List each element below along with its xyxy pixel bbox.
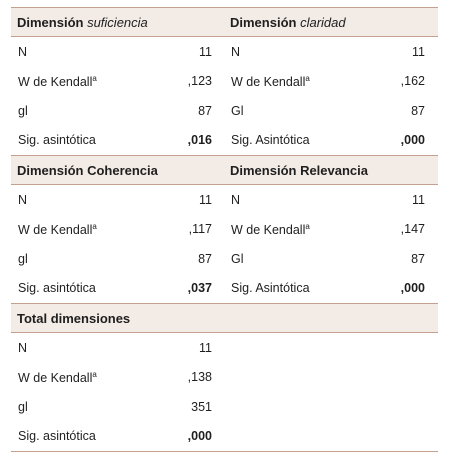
row-value: 87 — [198, 103, 212, 118]
table-row — [11, 67, 224, 97]
table-row — [11, 37, 224, 67]
row-value: 11 — [199, 44, 212, 59]
table-row — [11, 363, 224, 393]
row-label: W de Kendall$^a$ — [18, 73, 97, 89]
row-label: N — [18, 192, 28, 207]
header-claridad: Dimensión claridad — [230, 15, 346, 30]
header-relevancia: Dimensión Relevancia — [230, 163, 368, 178]
row-value: 11 — [199, 192, 212, 207]
column-claridad — [224, 37, 437, 155]
row-value: 11 — [412, 44, 425, 59]
table-row — [11, 422, 224, 452]
row-label: W de Kendall$^a$ — [18, 221, 97, 237]
table-row — [224, 215, 437, 245]
column-suficiencia — [11, 37, 224, 155]
row-value: 351 — [191, 399, 212, 414]
column-relevancia — [224, 185, 437, 303]
significance-value: ,000 — [400, 281, 425, 296]
table-row — [11, 126, 224, 156]
table-row — [11, 274, 224, 304]
table-row — [224, 274, 437, 304]
table-row — [224, 185, 437, 215]
column-coherencia — [11, 185, 224, 303]
table-row — [11, 333, 224, 363]
row-label: N — [18, 44, 28, 59]
row-value: ,117 — [188, 222, 212, 237]
table-row — [224, 67, 437, 97]
section-header — [11, 7, 438, 37]
row-label: N — [18, 340, 28, 355]
row-value: 11 — [199, 340, 212, 355]
header-total-dimensiones: Total dimensiones — [17, 311, 131, 326]
table-row — [11, 244, 224, 274]
row-value: 87 — [411, 251, 425, 266]
row-label: gl — [18, 399, 28, 414]
table-row — [224, 37, 437, 67]
row-value: 87 — [198, 251, 212, 266]
column-total — [11, 333, 224, 451]
significance-value: ,016 — [187, 133, 212, 148]
section-header — [11, 155, 438, 185]
row-label: N — [231, 44, 241, 59]
row-value: 87 — [411, 103, 425, 118]
section-header — [11, 303, 438, 333]
row-value: ,162 — [400, 74, 425, 89]
header-coherencia: Dimensión Coherencia — [17, 163, 158, 178]
row-label: gl — [18, 251, 28, 266]
significance-value: ,037 — [187, 281, 212, 296]
row-label: Sig. asintótica — [18, 281, 96, 296]
row-value: ,123 — [187, 74, 212, 89]
section-suficiencia-claridad — [11, 7, 438, 155]
row-label: Gl — [231, 103, 244, 118]
row-value: 11 — [412, 192, 425, 207]
row-label: W de Kendall$^a$ — [231, 73, 310, 89]
row-label: W de Kendall$^a$ — [18, 369, 97, 385]
row-label: Sig. Asintótica — [231, 133, 310, 148]
row-label: Sig. asintótica — [18, 133, 96, 148]
row-label: Sig. Asintótica — [231, 281, 310, 296]
section-total — [11, 303, 438, 452]
row-label: W de Kendall$^a$ — [231, 221, 310, 237]
significance-value: ,000 — [187, 429, 212, 444]
header-suficiencia: Dimensión suficiencia — [17, 15, 148, 30]
row-label: Gl — [231, 251, 244, 266]
significance-value: ,000 — [400, 133, 425, 148]
row-value: ,138 — [187, 370, 212, 385]
table-row — [11, 96, 224, 126]
table-row — [224, 126, 437, 156]
section-coherencia-relevancia — [11, 155, 438, 303]
row-label: Sig. asintótica — [18, 429, 96, 444]
table-row — [11, 185, 224, 215]
table-row — [11, 215, 224, 245]
table-row — [11, 392, 224, 422]
table-row — [224, 96, 437, 126]
table-row — [224, 244, 437, 274]
row-value: ,147 — [400, 222, 425, 237]
kendall-w-statistics-table — [11, 7, 438, 452]
row-label: gl — [18, 103, 28, 118]
row-label: N — [231, 192, 241, 207]
